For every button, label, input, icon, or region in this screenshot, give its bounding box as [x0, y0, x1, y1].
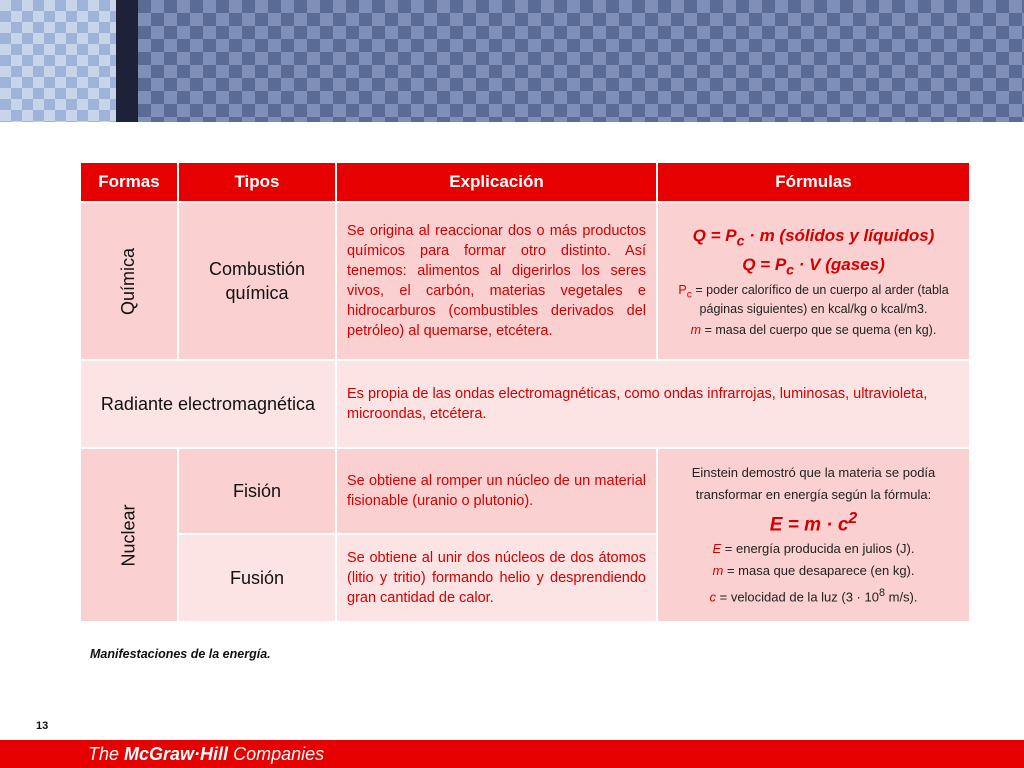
- tipo-combustion-label: Combustión química: [208, 259, 306, 303]
- forma-radiante-label: Radiante electromagnética: [100, 394, 316, 414]
- publisher-logo: [88, 744, 324, 765]
- einstein-line-2: transformar en energía según la fórmula:: [695, 486, 932, 502]
- table-row-quimica: [80, 202, 970, 360]
- m-definition-nuclear-text: = masa que desaparece (en kg).: [723, 563, 915, 578]
- e-definition: E = energía producida en julios (J).: [712, 541, 915, 556]
- cell-explicacion-quimica: [336, 202, 657, 360]
- cell-explicacion-fusion: [336, 534, 657, 622]
- header-formas: Formas: [80, 162, 178, 202]
- cell-forma-nuclear: [80, 448, 178, 622]
- logo-the: The: [88, 744, 125, 764]
- formula-solidos-rest: · m (sólidos y líquidos): [744, 225, 935, 245]
- table-row-fision: [80, 448, 970, 534]
- e-definition-text: = energía producida en julios (J).: [721, 541, 915, 556]
- explicacion-radiante-text: Es propia de las ondas electromagnéticas, como ondas infrarrojas, luminosas, ultravioleta, microondas, etcétera.: [347, 386, 928, 422]
- cell-formula-quimica: [657, 202, 970, 360]
- forma-nuclear-label: Nuclear: [118, 503, 139, 567]
- c-definition: c = velocidad de la luz ($3 \cdot 10^8$ m/s).: [709, 587, 918, 605]
- m-definition-quimica-text: = masa del cuerpo que se quema (en kg).: [701, 323, 937, 338]
- page-number: 13: [36, 720, 49, 732]
- pc-definition: $P_c$ = poder calorífico de un cuerpo al arder (tabla páginas siguientes) en kcal/kg o kcal/m3.: [678, 282, 949, 317]
- explicacion-fusion-text: Se obtiene al unir dos núcleos de dos átomos (litio y tritio) formando helio y desprendiendo gran cantidad de calor.: [347, 550, 646, 606]
- table-header-row: [80, 162, 970, 202]
- logo-companies: Companies: [228, 744, 325, 764]
- cell-explicacion-radiante: [336, 360, 970, 448]
- banner-pattern-left: [0, 0, 116, 122]
- explicacion-quimica-text: Se origina al reaccionar dos o más productos químicos para formar otro distinto. Así tenemos: alimentos al digerirlos los seres vivos, el carbón, materias vegetales e hidrocarburos (combustibles derivados del petróleo) al quemarse, etcétera.: [347, 223, 646, 339]
- formula-gases-rest: · V (gases): [794, 255, 885, 275]
- formula-gases: $Q = P_c \cdot V$ (gases): [742, 255, 885, 279]
- table-caption: Manifestaciones de la energía.: [90, 647, 271, 661]
- header-explicacion: Explicación: [336, 162, 657, 202]
- formula-emc: $E = m \cdot c^2$: [769, 509, 858, 535]
- m-definition-nuclear: m = masa que desaparece (en kg).: [712, 563, 915, 578]
- tipo-fusion-label: Fusión: [229, 568, 285, 588]
- banner-divider: [116, 0, 138, 122]
- cell-tipo-combustion: [178, 202, 336, 360]
- pc-definition-text: = poder calorífico de un cuerpo al arder (tabla páginas siguientes) en kcal/kg o kcal/m3.: [691, 282, 949, 317]
- cell-tipo-fusion: [178, 534, 336, 622]
- cell-forma-quimica: [80, 202, 178, 360]
- cell-tipo-fision: [178, 448, 336, 534]
- c-definition-suffix: m/s).: [885, 589, 918, 605]
- cell-forma-radiante: [80, 360, 336, 448]
- formula-solidos: $Q = P_c \cdot m$ (sólidos y líquidos): [692, 225, 935, 250]
- explicacion-fision-text: Se obtiene al romper un núcleo de un material fisionable (uranio o plutonio).: [347, 473, 646, 509]
- header-tipos: Tipos: [178, 162, 336, 202]
- cell-formula-nuclear: [657, 448, 970, 622]
- table-row-radiante: [80, 360, 970, 448]
- m-definition-quimica: m = masa del cuerpo que se quema (en kg).: [690, 323, 937, 338]
- logo-name: McGraw·Hill: [124, 744, 229, 764]
- einstein-line-1: Einstein demostró que la materia se podía: [691, 464, 936, 480]
- forma-quimica-label: Química: [118, 247, 139, 315]
- banner-pattern-right: [138, 0, 1024, 122]
- header-banner: [0, 0, 1024, 122]
- tipo-fision-label: Fisión: [232, 481, 281, 501]
- cell-explicacion-fision: [336, 448, 657, 534]
- energy-forms-table: [79, 161, 971, 623]
- footer-bar: [0, 740, 1024, 768]
- header-formulas: Fórmulas: [657, 162, 970, 202]
- c-definition-prefix: = velocidad de la luz (3 · 10: [716, 589, 879, 605]
